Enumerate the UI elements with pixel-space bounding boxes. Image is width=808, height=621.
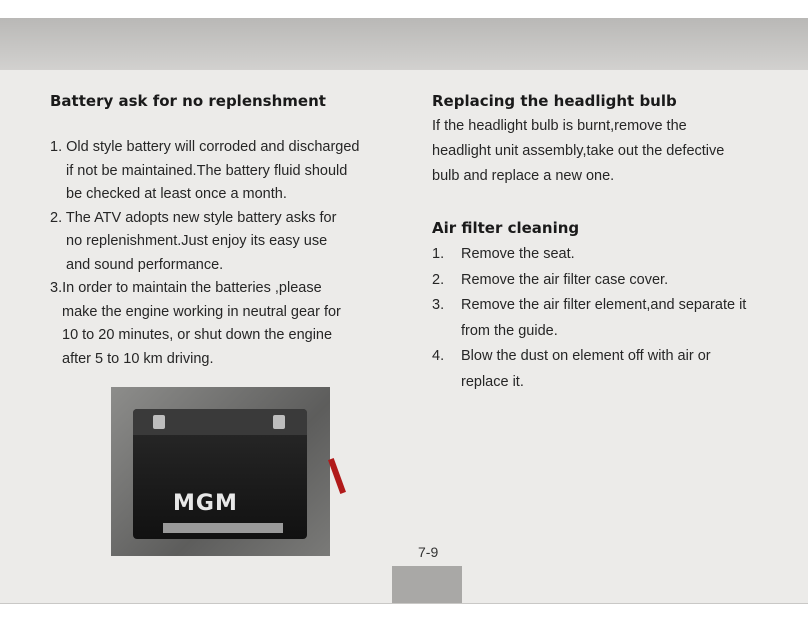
list-item: 3. Remove the air filter element,and separate it from the guide.: [432, 297, 747, 339]
battery-image: [133, 409, 307, 539]
list-item: 4. Blow the dust on element off with air or replace it.: [432, 348, 711, 390]
battery-heading: Battery ask for no replenshment: [50, 92, 326, 110]
terminal: [273, 415, 285, 429]
page-number: 7-9: [418, 544, 439, 560]
list-item: 3.In order to maintain the batteries ,please make the engine working in neutral gear for 10 to 20 minutes, or shut down the engine after 5 to 10 km driving.: [50, 280, 341, 367]
battery-photo: [111, 387, 330, 556]
headlight-heading: Replacing the headlight bulb: [432, 92, 677, 110]
header-band: [0, 18, 808, 70]
air-filter-heading: Air filter cleaning: [432, 219, 580, 237]
air-filter-list: [432, 242, 802, 395]
list-item: 2. The ATV adopts new style battery asks for no replenishment.Just enjoy its easy use and sound performance.: [50, 209, 337, 273]
red-mark: [328, 458, 346, 494]
list-item: 2. Remove the air filter case cover.: [432, 271, 669, 288]
list-item: 1. Old style battery will corroded and discharged if not be maintained.The battery fluid should be checked at least once a month.: [50, 139, 360, 202]
page-tab: [392, 566, 462, 604]
terminal: [153, 415, 165, 429]
battery-list: [50, 136, 400, 371]
list-item: 1. Remove the seat.: [432, 246, 575, 262]
manual-page: [0, 18, 808, 604]
headlight-text: If the headlight bulb is burnt,remove the headlight unit assembly,take out the defective bulb and replace a new one.: [432, 118, 725, 184]
battery-logo: MGM: [173, 491, 238, 516]
